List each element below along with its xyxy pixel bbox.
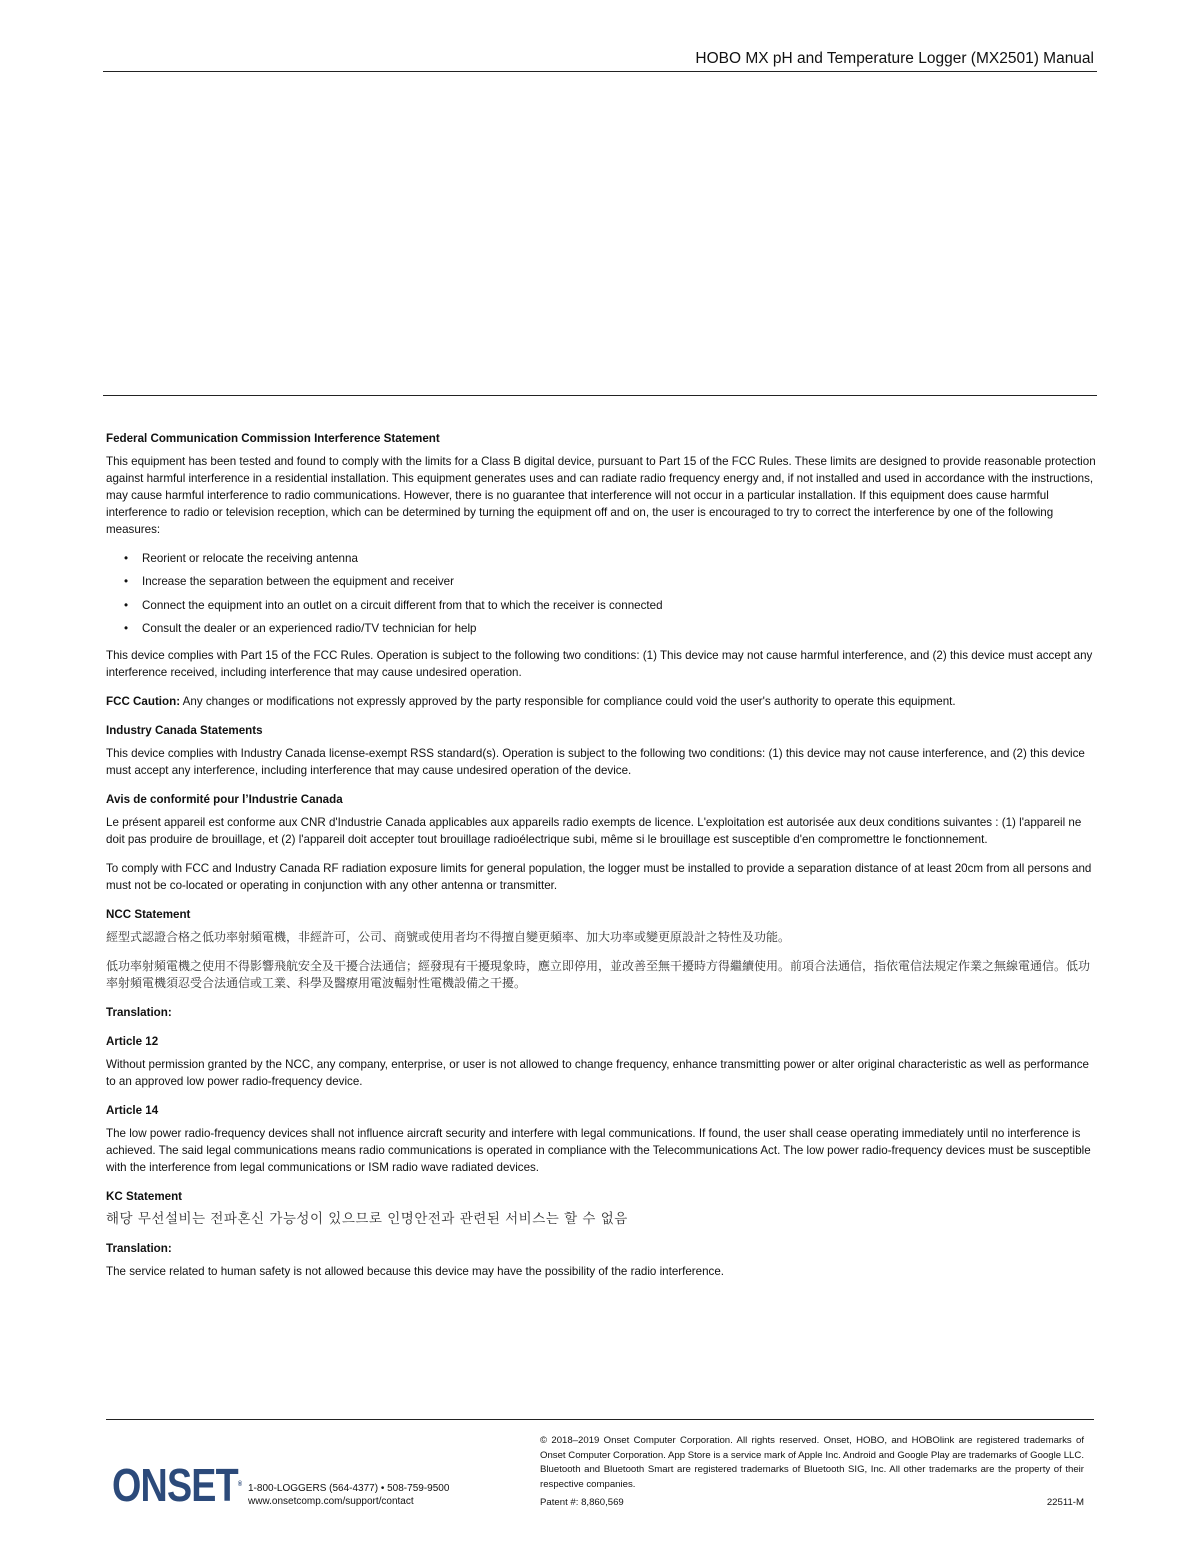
document-number: 22511-M (1046, 1497, 1084, 1508)
article-12-text: Without permission granted by the NCC, any company, enterprise, or user is not allowed to change frequency, enhance transmitting power or alter original characteristic as well as performance to an approved low power radio-frequency device. (106, 1057, 1089, 1088)
list-item: • Increase the separation between the equipment and receiver (142, 573, 1096, 590)
kc-korean-text: 해당 무선설비는 전파혼신 가능성이 있으므로 인명안전과 관련된 서비스는 할 수 없음 (106, 1210, 628, 1227)
kc-translation-text: The service related to human safety is not allowed because this device may have the possibility of the radio interference. (106, 1264, 725, 1278)
fcc-compliance: This device complies with Part 15 of the FCC Rules. Operation is subject to the following two conditions: (1) This device may not cause harmful interference, and (2) this device must accept any interference received, including interference that may cause undesired operation. (106, 648, 1093, 679)
header-divider (103, 71, 1097, 72)
legal-notice: © 2018–2019 Onset Computer Corporation. All rights reserved. Onset, HOBO, and HOBOlink are registered trademarks of Onset Computer Corporation. App Store is a service mark of Apple Inc. Android and Google Play are trademarks of Google LLC. Bluetooth and Bluetooth Smart are registered trademarks of Bluetooth SIG, Inc. All other trademarks are the property of their respective companies. (540, 1435, 1084, 1490)
avis-text: Le présent appareil est conforme aux CNR d'Industrie Canada applicables aux appareils radio exempts de licence. L'exploitation est autorisée aux deux conditions suivantes : (1) l'appareil ne doit pas produire de brouillage, et (2) l'appareil doit accepter tout brouillage radioélectrique subi, même si le brouillage est susceptible d'en compromettre le fonctionnement. (106, 815, 1082, 846)
list-item: • Reorient or relocate the receiving antenna (142, 550, 1096, 567)
rf-exposure-text: To comply with FCC and Industry Canada RF radiation exposure limits for general population, the logger must be installed to provide a separation distance of at least 20cm from all persons and must not be co-located or operating in conjunction with any other antenna or transmitter. (106, 861, 1092, 892)
ncc-line-2: 低功率射頻電機之使用不得影響飛航安全及干擾合法通信；經發現有干擾現象時，應立即停用，並改善至無干擾時方得繼續使用。前項合法通信，指依電信法規定作業之無線電通信。低功率射頻電機須忍受合法通信或工業、科學及醫療用電波輻射性電機設備之干擾。 (106, 958, 1091, 990)
phone-number: 1-800-LOGGERS (564-4377) • 508-759-9500 (248, 1483, 450, 1494)
fcc-caution (106, 693, 1096, 710)
footer-divider (106, 1419, 1094, 1420)
patent-number: Patent #: 8,860,569 (540, 1497, 624, 1508)
logo-text: ONSET (112, 1459, 238, 1511)
kc-heading: KC Statement (106, 1189, 183, 1203)
fcc-caution-label: FCC Caution: (106, 694, 181, 708)
fcc-measures-list (106, 550, 1096, 637)
article-14-heading: Article 14 (106, 1103, 159, 1117)
industry-canada-text: This device complies with Industry Canada license-exempt RSS standard(s). Operation is subject to the following two conditions: (1) this device may not cause interference, and (2) this device must accept any interference, including interference that may cause undesired operation of the device. (106, 746, 1085, 777)
ncc-translation-label: Translation: (106, 1005, 172, 1019)
avis-heading: Avis de conformité pour l’Industrie Canada (106, 792, 343, 806)
ncc-heading: NCC Statement (106, 907, 191, 921)
fcc-caution-text: Any changes or modifications not expressly approved by the party responsible for compliance could void the user's authority to operate this equipment. (180, 694, 956, 708)
industry-canada-heading: Industry Canada Statements (106, 723, 263, 737)
fcc-heading: Federal Communication Commission Interference Statement (106, 432, 440, 445)
list-item: • Consult the dealer or an experienced radio/TV technician for help (142, 620, 1096, 637)
ncc-line-1: 經型式認證合格之低功率射頻電機，非經許可，公司、商號或使用者均不得擅自變更頻率、加大功率或變更原設計之特性及功能。 (106, 929, 791, 944)
article-14-text: The low power radio-frequency devices shall not influence aircraft security and interfere with legal communications. If found, the user shall cease operating immediately until no interference is achieved. The said legal communications means radio communications is operated in compliance with the Telecommunications Act. The low power radio-frequency devices must be susceptible with the interference from legal communications or ISM radio wave radiated devices. (106, 1126, 1091, 1174)
support-url[interactable]: www.onsetcomp.com/support/contact (248, 1496, 414, 1507)
onset-logo: ONSET® (112, 1459, 242, 1511)
section-divider (103, 395, 1097, 396)
kc-translation-label: Translation: (106, 1241, 172, 1255)
regulatory-content (106, 430, 1096, 1292)
list-item: • Connect the equipment into an outlet on a circuit different from that to which the receiver is connected (142, 597, 1096, 614)
contact-info (248, 1482, 449, 1508)
fcc-intro: This equipment has been tested and found to comply with the limits for a Class B digital device, pursuant to Part 15 of the FCC Rules. These limits are designed to provide reasonable protection against harmful interference in a residential installation. This equipment generates uses and can radiate radio frequency energy and, if not installed and used in accordance with the instructions, may cause harmful interference to radio communications. However, there is no guarantee that interference will not occur in a particular installation. If this equipment does cause harmful interference to radio or television reception, which can be determined by turning the equipment off and on, the user is encouraged to try to correct the interference by one of the following measures: (106, 455, 1096, 536)
article-12-heading: Article 12 (106, 1034, 159, 1048)
page-header-title: HOBO MX pH and Temperature Logger (MX2501) Manual (695, 50, 1094, 67)
